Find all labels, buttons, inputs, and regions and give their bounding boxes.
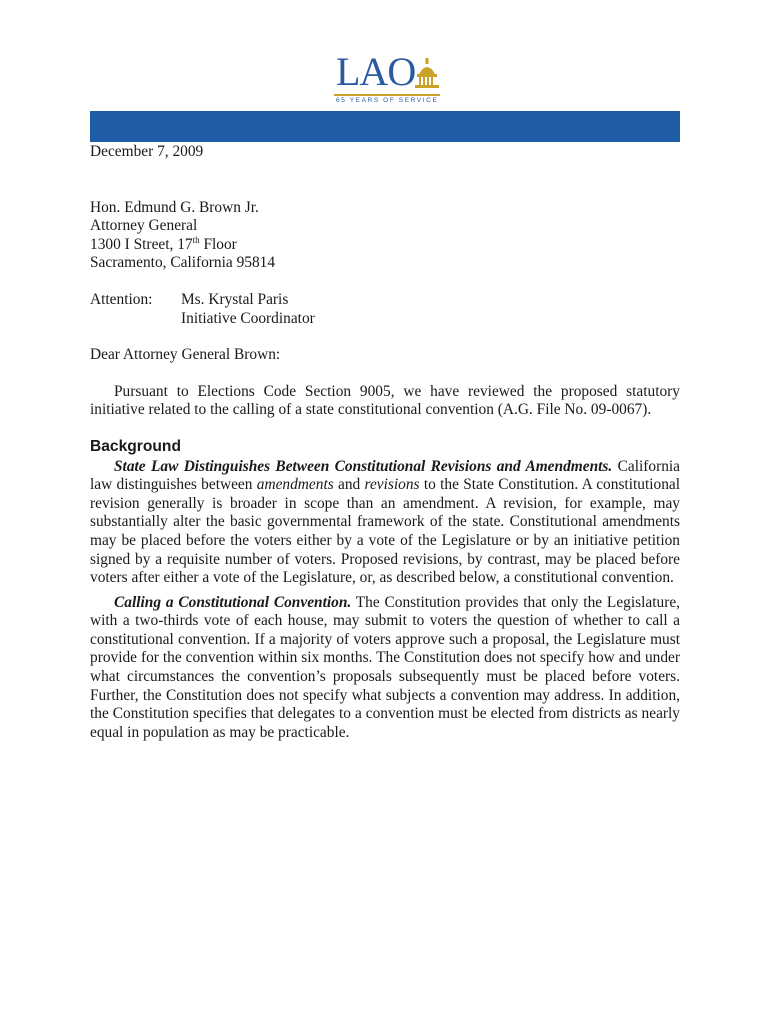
attention-name: Ms. Krystal Paris [181,290,289,308]
attention-label: Attention: [90,290,153,308]
salutation: Dear Attorney General Brown: [90,346,281,364]
intro-paragraph: Pursuant to Elections Code Section 9005, we have reviewed the proposed statutory initiative related to the calling of a state constitutional convention (A.G. File No. 09-0067). [90,382,680,419]
paragraph-revisions [90,458,680,588]
address-line: Sacramento, California 95814 [90,254,276,272]
paragraph-text: The Constitution provides that only the Legislature, with a two-thirds vote of each house, may submit to voters the question of whether to call a constitutional convention. If a majority of voters approve such a proposal, the Legislature must provide for the convention within six months. The Constitution does not specify how and under what circumstances the convention’s proposals subsequently must be placed before voters. Further, the Constitution does not specify what subjects a convention may address. In addition, the Constitution specifies that delegates to a convention must be elected from districts as nearly equal in population as may be practicable. [90,593,680,741]
attention-block [90,291,680,328]
address-line: Attorney General [90,217,198,235]
attention-title: Initiative Coordinator [181,309,315,327]
attention-recipient [181,291,315,328]
paragraph-text: to the State Constitution. A constitutional revision generally is broader in scope than an amendment. A revision, for example, may substantially alter the basic governmental framework of the state. Constitutional amendments may be placed before the voters either by a vote of the Legislature or by an initiative petition signed by a requisite number of voters. Proposed revisions, by contrast, may be placed before voters after either a vote of the Legislature, or, as described below, a constitutional convention. [90,476,681,587]
paragraph-text: and [333,476,365,494]
ordinal-suffix: th [192,234,200,245]
emphasis-text: amendments [256,476,334,494]
lao-wordmark: LAO [336,49,416,94]
recipient-address [90,199,680,273]
paragraph-convention [90,594,680,743]
header-banner [90,111,680,142]
section-heading: Background [90,437,181,455]
runin-heading: Calling a Constitutional Convention. [114,593,352,611]
capitol-dome-icon [412,58,442,92]
emphasis-text: revisions [364,476,420,494]
letter-body [90,143,680,742]
logo-rule [334,94,440,96]
runin-heading: State Law Distinguishes Between Constitutional Revisions and Amendments. [114,457,613,475]
lao-logo [328,49,446,112]
address-street: 1300 I Street, 17 [90,235,193,253]
address-line [90,236,680,255]
address-floor: Floor [199,235,237,253]
letter-date: December 7, 2009 [90,143,204,160]
logo-tagline: 65 YEARS OF SERVICE [336,97,439,104]
address-line: Hon. Edmund G. Brown Jr. [90,198,259,216]
paragraph-text: California law distinguishes between [90,457,680,494]
